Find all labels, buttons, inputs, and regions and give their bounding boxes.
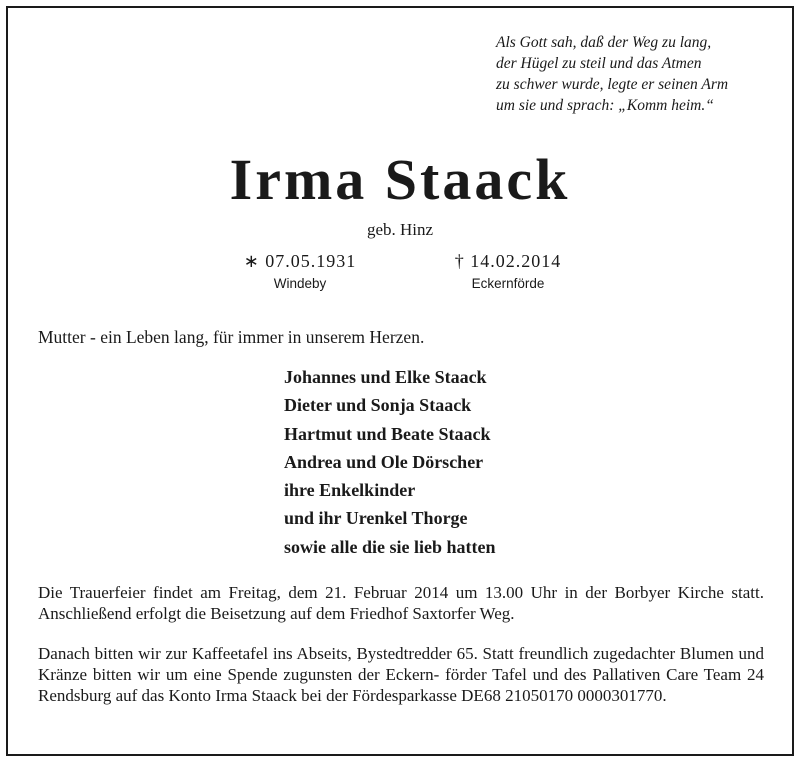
- mourner-item: Andrea und Ole Dörscher: [284, 451, 484, 472]
- birth-place: Windeby: [273, 276, 327, 291]
- poem-line: der Hügel zu steil und das Atmen: [496, 55, 702, 72]
- death-date: 14.02.2014: [470, 251, 562, 271]
- mourner-item: Johannes und Elke Staack: [284, 367, 487, 387]
- birth-symbol-icon: ∗: [243, 251, 260, 271]
- poem: [496, 32, 776, 116]
- mourners-list: [284, 363, 495, 561]
- mourner-item: ihre Enkelkinder: [284, 480, 416, 501]
- obituary-notice: [6, 6, 794, 756]
- mourner-item: und ihr Urenkel Thorge: [284, 508, 468, 529]
- coffee-notice: Danach bitten wir zur Kaffeetafel ins Abseits, Bystedtredder 65. Statt freundlich zugedachter Blumen und Kränze bitten wir um eine Spende zugunsten der Eckern- förder Tafel und des Pallativen Care Team 24 Rendsburg auf das Konto Irma Staack bei der Fördesparkasse DE68 21050170 0000301770.: [38, 644, 764, 705]
- funeral-notice: Die Trauerfeier findet am Freitag, dem 21. Februar 2014 um 13.00 Uhr in der Borbyer Kirche statt. Anschließend erfolgt die Beisetzung auf dem Friedhof Saxtorfer Weg.: [38, 583, 764, 623]
- mourner-item: Dieter und Sonja Staack: [284, 395, 472, 416]
- death-symbol-icon: †: [454, 251, 465, 271]
- poem-line: um sie und sprach: „Komm heim.“: [496, 97, 714, 114]
- death-info: [428, 251, 588, 291]
- mourner-item: sowie alle die sie lieb hatten: [284, 536, 496, 557]
- poem-line: zu schwer wurde, legte er seinen Arm: [496, 76, 729, 93]
- dedication-line: Mutter - ein Leben lang, für immer in unserem Herzen.: [38, 327, 425, 347]
- birth-info: [220, 251, 380, 291]
- deceased-name: Irma Staack: [229, 147, 571, 212]
- mourner-item: Hartmut und Beate Staack: [284, 423, 491, 444]
- poem-line: Als Gott sah, daß der Weg zu lang,: [496, 34, 712, 51]
- birth-date: 07.05.1931: [265, 251, 357, 271]
- death-place: Eckernförde: [471, 276, 545, 291]
- maiden-name: geb. Hinz: [366, 220, 434, 239]
